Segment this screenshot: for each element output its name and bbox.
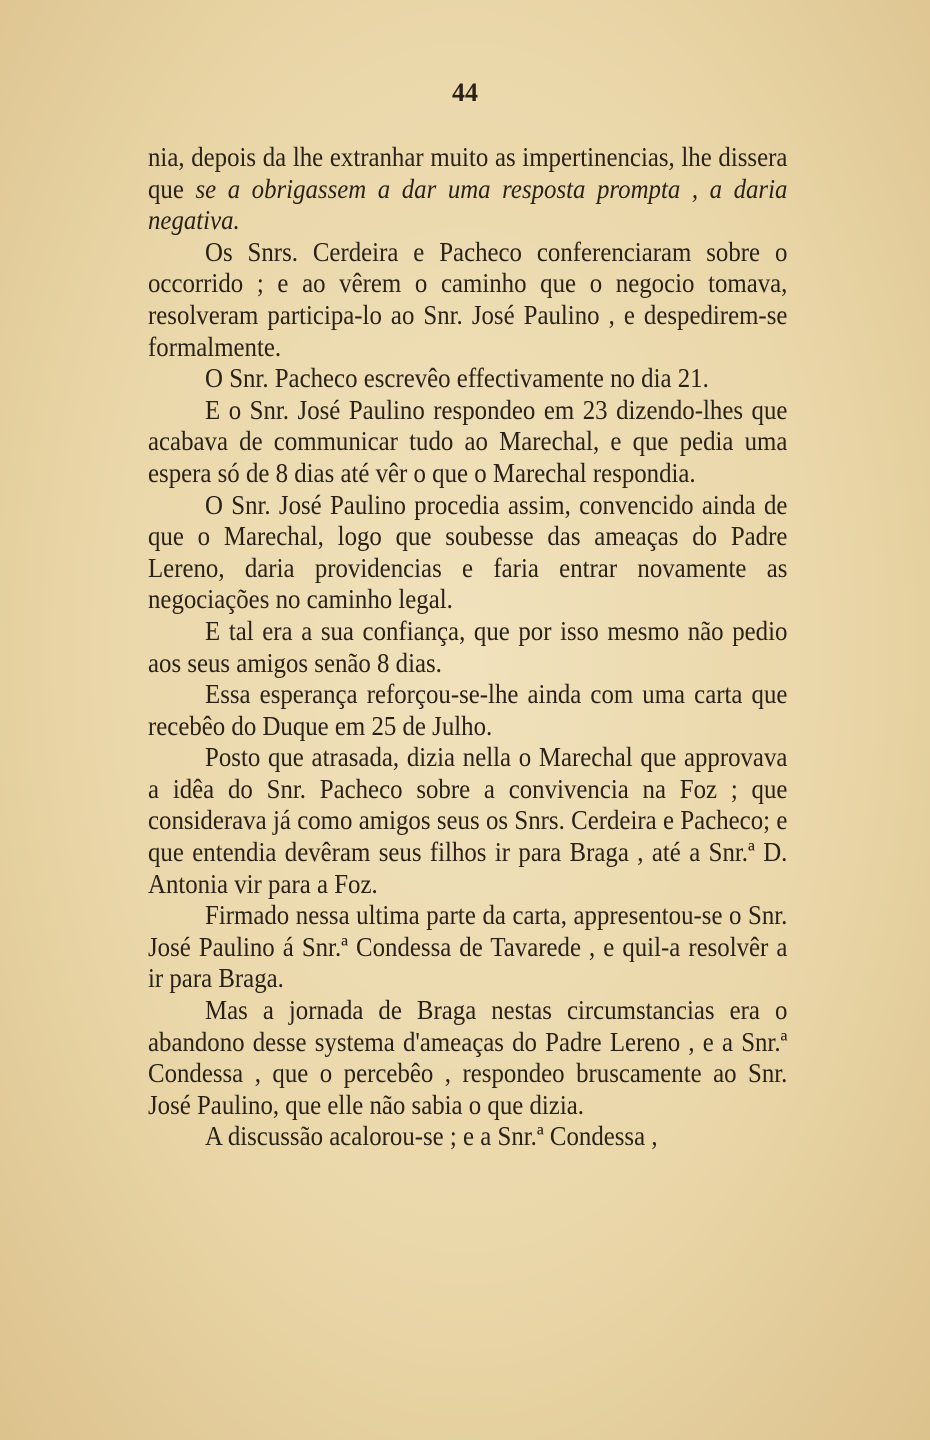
paragraph-2: Os Snrs. Cerdeira e Pacheco conferenciaram sobre o occorrido ; e ao vêrem o caminho que o negocio tomava, resolveram participa-lo ao Snr. José Paulino , e despedirem-se formalmente. (148, 236, 788, 362)
paragraph-4: E o Snr. José Paulino respondeo em 23 dizendo-lhes que acabava de communicar tudo ao Marechal, e que pedia uma espera só de 8 dias até vêr o que o Marechal respondia. (148, 394, 788, 488)
paragraph-8: Posto que atrasada, dizia nella o Marechal que approvava a idêa do Snr. Pacheco sobre a convivencia na Foz ; que considerava já como amigos seus os Snrs. Cerdeira e Pacheco; e que entendia devêram seus filhos ir para Braga , até a Snr.ª D. Antonia vir para a Foz. (148, 742, 788, 899)
paragraph-11: A discussão acalorou-se ; e a Snr.ª Condessa , (205, 1121, 658, 1152)
paragraph-6: E tal era a sua confiança, que por isso mesmo não pedio aos seus amigos senão 8 dias. (148, 615, 788, 678)
paragraph-5: O Snr. José Paulino procedia assim, convencido ainda de que o Marechal, logo que soubesse das ameaças do Padre Lereno, daria providencias e faria entrar novamente as negociações no caminho legal. (148, 489, 788, 615)
page-number: 44 (452, 78, 478, 107)
paragraph-1-text: nia, depois da lhe extranhar muito as impertinencias, lhe dissera que (148, 142, 788, 204)
paragraph-9: Firmado nessa ultima parte da carta, appresentou-se o Snr. José Paulino á Snr.ª Condessa de Tavarede , e quil-a resolvêr a ir para Braga. (148, 900, 788, 994)
page-body-text (148, 142, 787, 1153)
paragraph-1-italic: se a obrigassem a dar uma resposta prompta , a daria negativa. (148, 173, 788, 236)
paragraph-3: O Snr. Pacheco escrevêo effectivamente no dia 21. (205, 363, 709, 394)
paragraph-7: Essa esperança reforçou-se-lhe ainda com uma carta que recebêo do Duque em 25 de Julho. (148, 679, 788, 741)
paragraph-1 (148, 142, 787, 237)
paragraph-10: Mas a jornada de Braga nestas circumstancias era o abandono desse systema d'ameaças do Padre Lereno , e a Snr.ª Condessa , que o percebêo , respondeo bruscamente ao Snr. José Paulino, que elle não sabia o que dizia. (148, 995, 788, 1120)
